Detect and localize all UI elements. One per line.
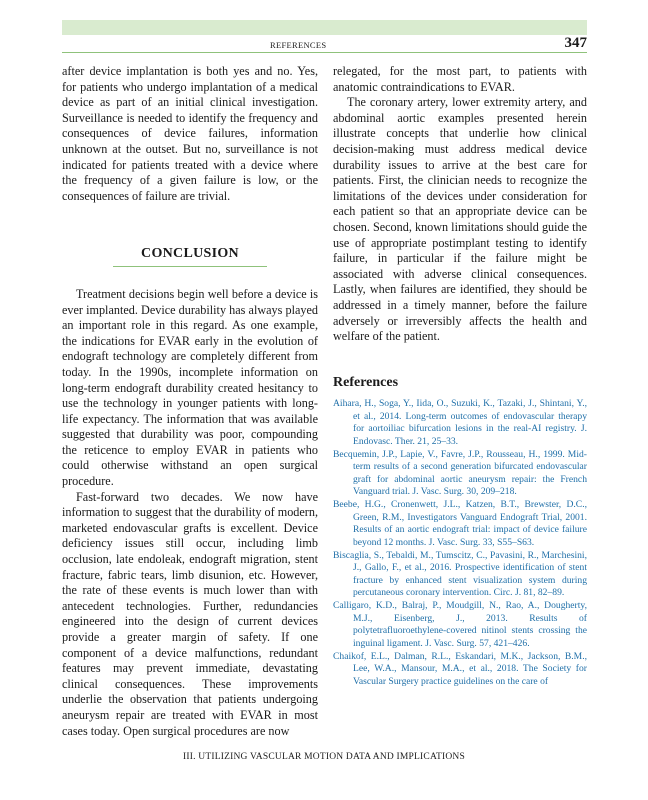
conclusion-heading: CONCLUSION: [141, 246, 239, 262]
header-rule: [62, 52, 587, 53]
right-column: [333, 64, 587, 345]
reference-item[interactable]: Becquemin, J.P., Lapie, V., Favre, J.P., Rousseau, H., 1999. Mid-term results of a second generation bifurcated endovascular graft for abdominal aortic aneurysm repair: the French Vanguard trial. J. Vasc. Surg. 30, 209–218.: [333, 448, 587, 497]
header-accent-bar: [62, 20, 587, 35]
left-column: [62, 64, 318, 739]
reference-item[interactable]: Calligaro, K.D., Balraj, P., Moudgill, N., Rao, A., Dougherty, M.J., Eisenberg, J., 2013. Results of polytetrafluoroethylene-covered nitinol stents crossing the inguinal ligament. J. Vasc. Surg. 57, 421–426.: [333, 600, 587, 649]
page-number: 347: [564, 35, 587, 51]
paragraph-surveillance: after device implantation is both yes and no. Yes, for patients who undergo implantation of a medical device as part of an initial clinical investigation. Surveillance is needed to identify the frequency and consequences of device failures, information unknown at the outset. But no, surveillance is not indicated for patients treated with a device where the frequency of a given failure is low, or the consequences of failure are trivial.: [62, 64, 318, 203]
running-head: REFERENCES: [270, 40, 327, 50]
paragraph-treatment-decisions: Treatment decisions begin well before a device is ever implanted. Device durability has always played an important role in this regard. As one example, the indications for EVAR early in the evolution of endograft technology are completely different from today. In the 1990s, incomplete information on long-term endograft durability created hesitancy to use the technology in younger patients with long-life expectancy. The information that was available suggested that durability was poor, compounding the reticence to employ EVAR in patients who could otherwise withstand an open surgical procedure.: [62, 286, 318, 489]
reference-list: [333, 398, 587, 689]
references-heading: References: [333, 375, 399, 390]
reference-item[interactable]: Biscaglia, S., Tebaldi, M., Tumscitz, C., Pavasini, R., Marchesini, J., Gallo, F., et al., 2016. Prospective identification of stent fracture by enhanced stent visualization system during percutaneous coronary intervention. Circ. J. 81, 82–89.: [333, 549, 587, 598]
conclusion-underline: [113, 266, 267, 267]
paragraph-examples: The coronary artery, lower extremity artery, and abdominal aortic examples presented herein illustrate concepts that underlie how clinical decision-making must address medical device durability issues to arrive at the best care for patients. First, the clinician needs to recognize the limitations of the devices under consideration for each patient so that an appropriate device can be chosen. Second, known limitations should guide the use of appropriate postimplant testing to identify failure, in particular if the failure might be associated with adverse clinical consequences. Lastly, when failures are identified, they should be addressed in a timely manner, before the failure adversely or irreversibly affects the health and welfare of the patient.: [333, 95, 587, 344]
reference-item[interactable]: Chaikof, E.L., Dalman, R.L., Eskandari, M.K., Jackson, B.M., Lee, W.A., Mansour, M.A., et al., 2018. The Society for Vascular Surgery practice guidelines on the care of: [333, 650, 587, 687]
reference-item[interactable]: Aihara, H., Soga, Y., Iida, O., Suzuki, K., Tazaki, J., Shintani, Y., et al., 2014. Long-term outcomes of endovascular therapy for aortoiliac bifurcation lesions in the real-AI registry. J. Endovasc. Ther. 21, 25–33.: [333, 398, 587, 447]
page-footer: III. UTILIZING VASCULAR MOTION DATA AND IMPLICATIONS: [183, 752, 465, 762]
paragraph-fast-forward: Fast-forward two decades. We now have information to suggest that the durability of modern, marketed endovascular grafts is excellent. Device deficiency issues still occur, including limb occlusion, late endoleak, endograft migration, stent fracture, fabric tears, limb disunion, etc. However, the rate of these events is much lower than with antecedent technologies. Further, redundancies engineered into the design of current devices provide a greater margin of safety. If one component of a device malfunctions, redundant features may prevent immediate, devastating clinical consequences. These improvements underlie the observation that patients undergoing aneurysm repair are treated with EVAR in most cases today. Open surgical procedures are now: [62, 489, 318, 738]
reference-item[interactable]: Beebe, H.G., Cronenwett, J.L., Katzen, B.T., Brewster, D.C., Green, R.M., Investigators Vanguard Endograft Trial, 2001. Results of an aortic endograft trial: impact of device failure beyond 12 months. J. Vasc. Surg. 33, S55–S63.: [333, 499, 587, 548]
paragraph-relegated: relegated, for the most part, to patients with anatomic contraindications to EVAR.: [333, 64, 587, 94]
